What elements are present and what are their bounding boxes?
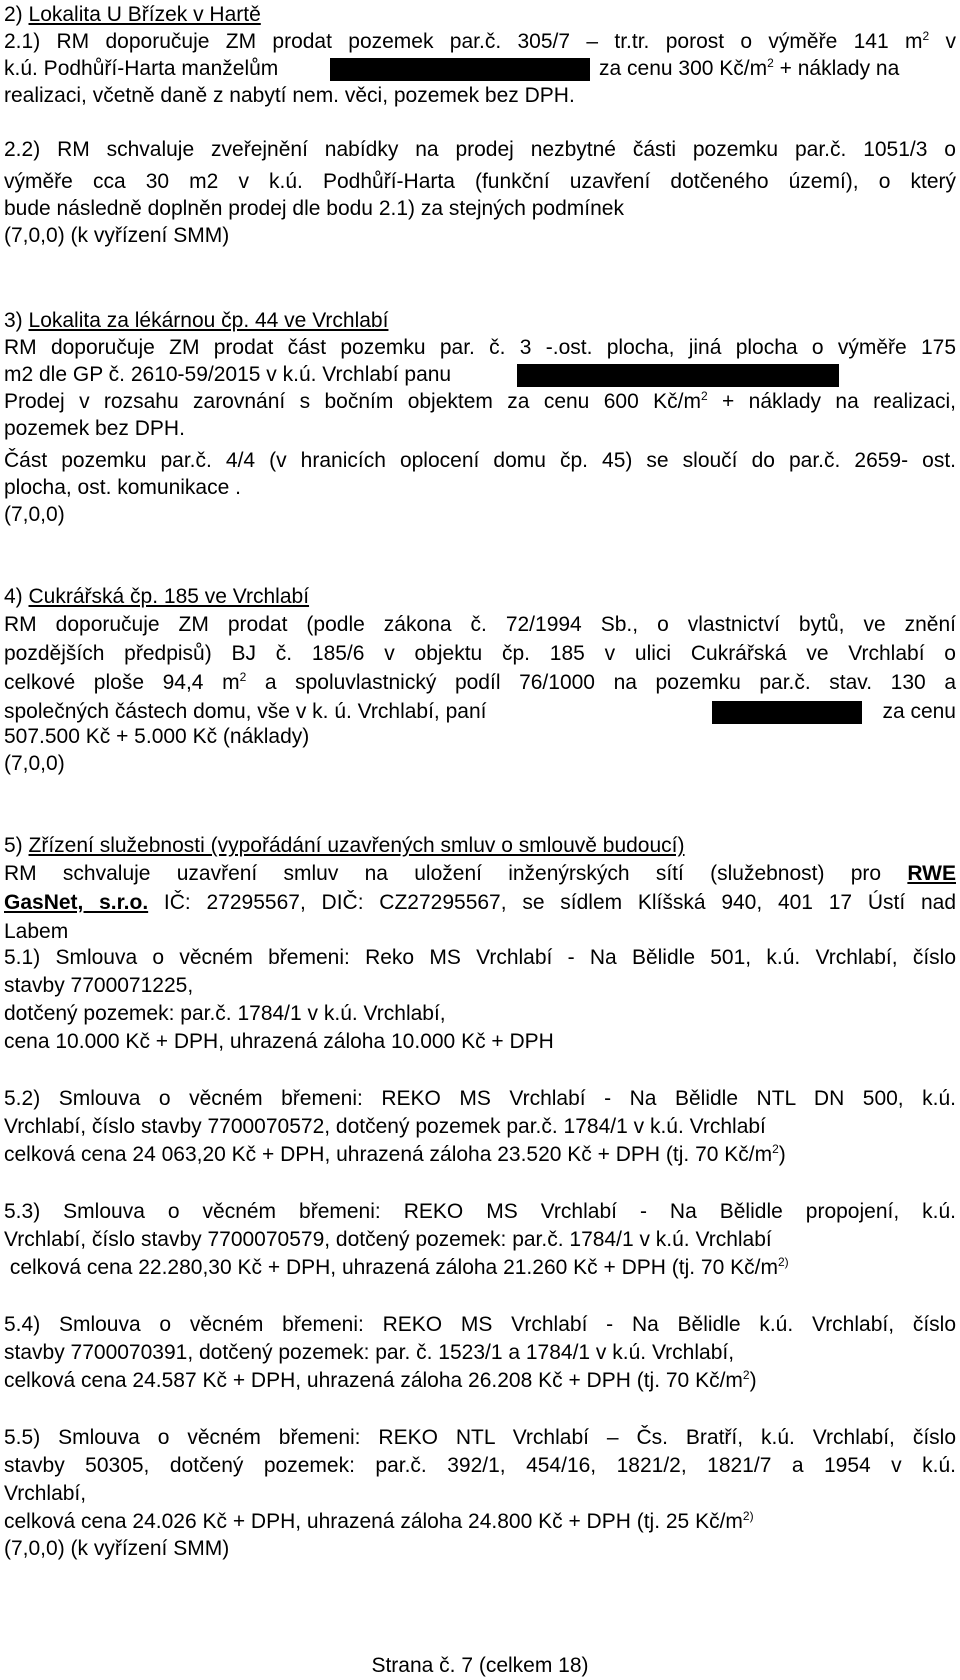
section-5-3-line-3: celková cena 22.280,30 Kč + DPH, uhrazená záloha 21.260 Kč + DPH (tj. 70 $Kč/m^{2)}$ xyxy=(4,1255,789,1279)
section-3-title: Lokalita za lékárnou čp. 44 ve Vrchlabí xyxy=(28,309,389,332)
section-5-1-line-4: cena 10.000 Kč + DPH, uhrazená záloha 10.000 Kč + DPH xyxy=(4,1030,554,1053)
section-4-line-5: 507.500 Kč + 5.000 Kč (náklady) xyxy=(4,725,310,748)
section-5-5-line-1: 5.5) Smlouva o věcném břemeni: REKO NTL Vrchlabí – Čs. Bratří, k.ú. Vrchlabí, číslo xyxy=(4,1426,956,1449)
section-5-1-line-2: stavby 7700071225, xyxy=(4,974,194,997)
redaction-bar xyxy=(517,364,839,387)
section-2-heading: 2) Lokalita U Břízek v Hartě xyxy=(4,3,261,26)
section-3-heading: 3) Lokalita za lékárnou čp. 44 ve Vrchlabí xyxy=(4,309,389,332)
section-3-line-1: RM doporučuje ZM prodat část pozemku par. č. 3 -.ost. plocha, jiná plocha o výměře 175 xyxy=(4,336,956,359)
section-5-4-line-2: stavby 7700070391, dotčený pozemek: par. č. 1523/1 a 1784/1 v k.ú. Vrchlabí, xyxy=(4,1341,735,1364)
section-3-line-2: m2 dle GP č. 2610-59/2015 v k.ú. Vrchlabí panu xyxy=(4,363,956,387)
section-4-line-4: společných částech domu, vše v k. ú. Vrchlabí, paní za cenu xyxy=(4,700,956,723)
section-3-line-6: plocha, ost. komunikace . xyxy=(4,476,241,499)
section-2-2-line-2: výměře cca 30 m2 v k.ú. Podhůří-Harta (funkční uzavření dotčeného území), o který xyxy=(4,170,956,193)
company-name: RWE xyxy=(907,862,956,885)
section-5-line-2: GasNet, s.r.o. IČ: 27295567, DIČ: CZ27295567, se sídlem Klíšská 940, 401 17 Ústí nad xyxy=(4,891,956,914)
section-5-line-3: Labem xyxy=(4,920,69,943)
section-4-line-3: celkové ploše 94,4 $m^2$ a spoluvlastnický podíl 76/1000 na pozemku par.č. stav. 130 a xyxy=(4,670,956,694)
section-4-line-6: (7,0,0) xyxy=(4,752,65,775)
section-5-heading: 5) Zřízení služebnosti (vypořádání uzavřených smluv o smlouvě budoucí) xyxy=(4,834,685,857)
section-5-2-line-3: celková cena 24 063,20 Kč + DPH, uhrazená záloha 23.520 Kč + DPH (tj. 70 $Kč/m^2$) xyxy=(4,1142,786,1166)
redaction-bar xyxy=(712,701,862,724)
section-2-1-line-1: 2.1) RM doporučuje ZM prodat pozemek par.č. 305/7 – tr.tr. porost o výměře 141 $m^2$ v xyxy=(4,29,956,53)
section-2-2-line-3: bude následně doplněn prodej dle bodu 2.1) za stejných podmínek xyxy=(4,197,624,220)
section-5-5-line-3: Vrchlabí, xyxy=(4,1482,87,1505)
section-4-heading: 4) Cukrářská čp. 185 ve Vrchlabí xyxy=(4,585,310,608)
section-2-2-line-4: (7,0,0) (k vyřízení SMM) xyxy=(4,224,230,247)
page-number-footer: Strana č. 7 (celkem 18) xyxy=(371,1654,589,1677)
section-4-line-1: RM doporučuje ZM prodat (podle zákona č. 72/1994 Sb., o vlastnictví bytů, ve znění xyxy=(4,613,956,636)
section-3-line-4: pozemek bez DPH. xyxy=(4,417,185,440)
section-5-title: Zřízení služebnosti (vypořádání uzavřených smluv o smlouvě budoucí) xyxy=(28,834,685,857)
redaction-bar xyxy=(330,58,590,81)
section-5-3-line-1: 5.3) Smlouva o věcném břemeni: REKO MS Vrchlabí - Na Bělidle propojení, k.ú. xyxy=(4,1200,956,1223)
section-5-5-line-4: celková cena 24.026 Kč + DPH, uhrazená záloha 24.800 Kč + DPH (tj. 25 $Kč/m^{2)}$ xyxy=(4,1509,754,1533)
section-2-2-line-1: 2.2) RM schvaluje zveřejnění nabídky na prodej nezbytné části pozemku par.č. 1051/3 o xyxy=(4,138,956,161)
section-3-line-7: (7,0,0) xyxy=(4,503,65,526)
company-name-cont: GasNet, s.r.o. xyxy=(4,891,149,914)
section-5-5-line-2: stavby 50305, dotčený pozemek: par.č. 392/1, 454/16, 1821/2, 1821/7 a 1954 v k.ú. xyxy=(4,1454,956,1477)
section-5-line-1: RM schvaluje uzavření smluv na uložení inženýrských sítí (služebnost) pro RWE xyxy=(4,862,956,885)
section-3-line-5: Část pozemku par.č. 4/4 (v hranicích oplocení domu čp. 45) se sloučí do par.č. 2659- ost. xyxy=(4,449,956,472)
section-5-1-line-1: 5.1) Smlouva o věcném břemeni: Reko MS Vrchlabí - Na Bělidle 501, k.ú. Vrchlabí, číslo xyxy=(4,946,956,969)
section-5-2-line-1: 5.2) Smlouva o věcném břemeni: REKO MS Vrchlabí - Na Bělidle NTL DN 500, k.ú. xyxy=(4,1087,956,1110)
section-4-line-2: pozdějších předpisů) BJ č. 185/6 v objektu čp. 185 v ulici Cukrářská ve Vrchlabí o xyxy=(4,642,956,665)
section-3-line-3: Prodej v rozsahu zarovnání s bočním objektem za cenu 600 $Kč/m^2$ + náklady na realizaci, xyxy=(4,389,956,413)
section-5-4-line-1: 5.4) Smlouva o věcném břemeni: REKO MS Vrchlabí - Na Bělidle k.ú. Vrchlabí, číslo xyxy=(4,1313,956,1336)
section-5-2-line-2: Vrchlabí, číslo stavby 7700070572, dotčený pozemek par.č. 1784/1 v k.ú. Vrchlabí xyxy=(4,1115,766,1138)
section-5-4-line-3: celková cena 24.587 Kč + DPH, uhrazená záloha 26.208 Kč + DPH (tj. 70 $Kč/m^2$) xyxy=(4,1368,757,1392)
section-2-1-line-3: realizaci, včetně daně z nabytí nem. věci, pozemek bez DPH. xyxy=(4,84,575,107)
section-5-5-line-5: (7,0,0) (k vyřízení SMM) xyxy=(4,1537,230,1560)
section-5-3-line-2: Vrchlabí, číslo stavby 7700070579, dotčený pozemek: par.č. 1784/1 v k.ú. Vrchlabí xyxy=(4,1228,772,1251)
section-4-title: Cukrářská čp. 185 ve Vrchlabí xyxy=(28,585,310,608)
section-2-title: Lokalita U Břízek v Hartě xyxy=(28,3,261,26)
section-5-1-line-3: dotčený pozemek: par.č. 1784/1 v k.ú. Vrchlabí, xyxy=(4,1002,446,1025)
section-2-1-line-2: k.ú. Podhůří-Harta manželům za cenu 300 $Kč/m^2$ + náklady na xyxy=(4,56,900,80)
